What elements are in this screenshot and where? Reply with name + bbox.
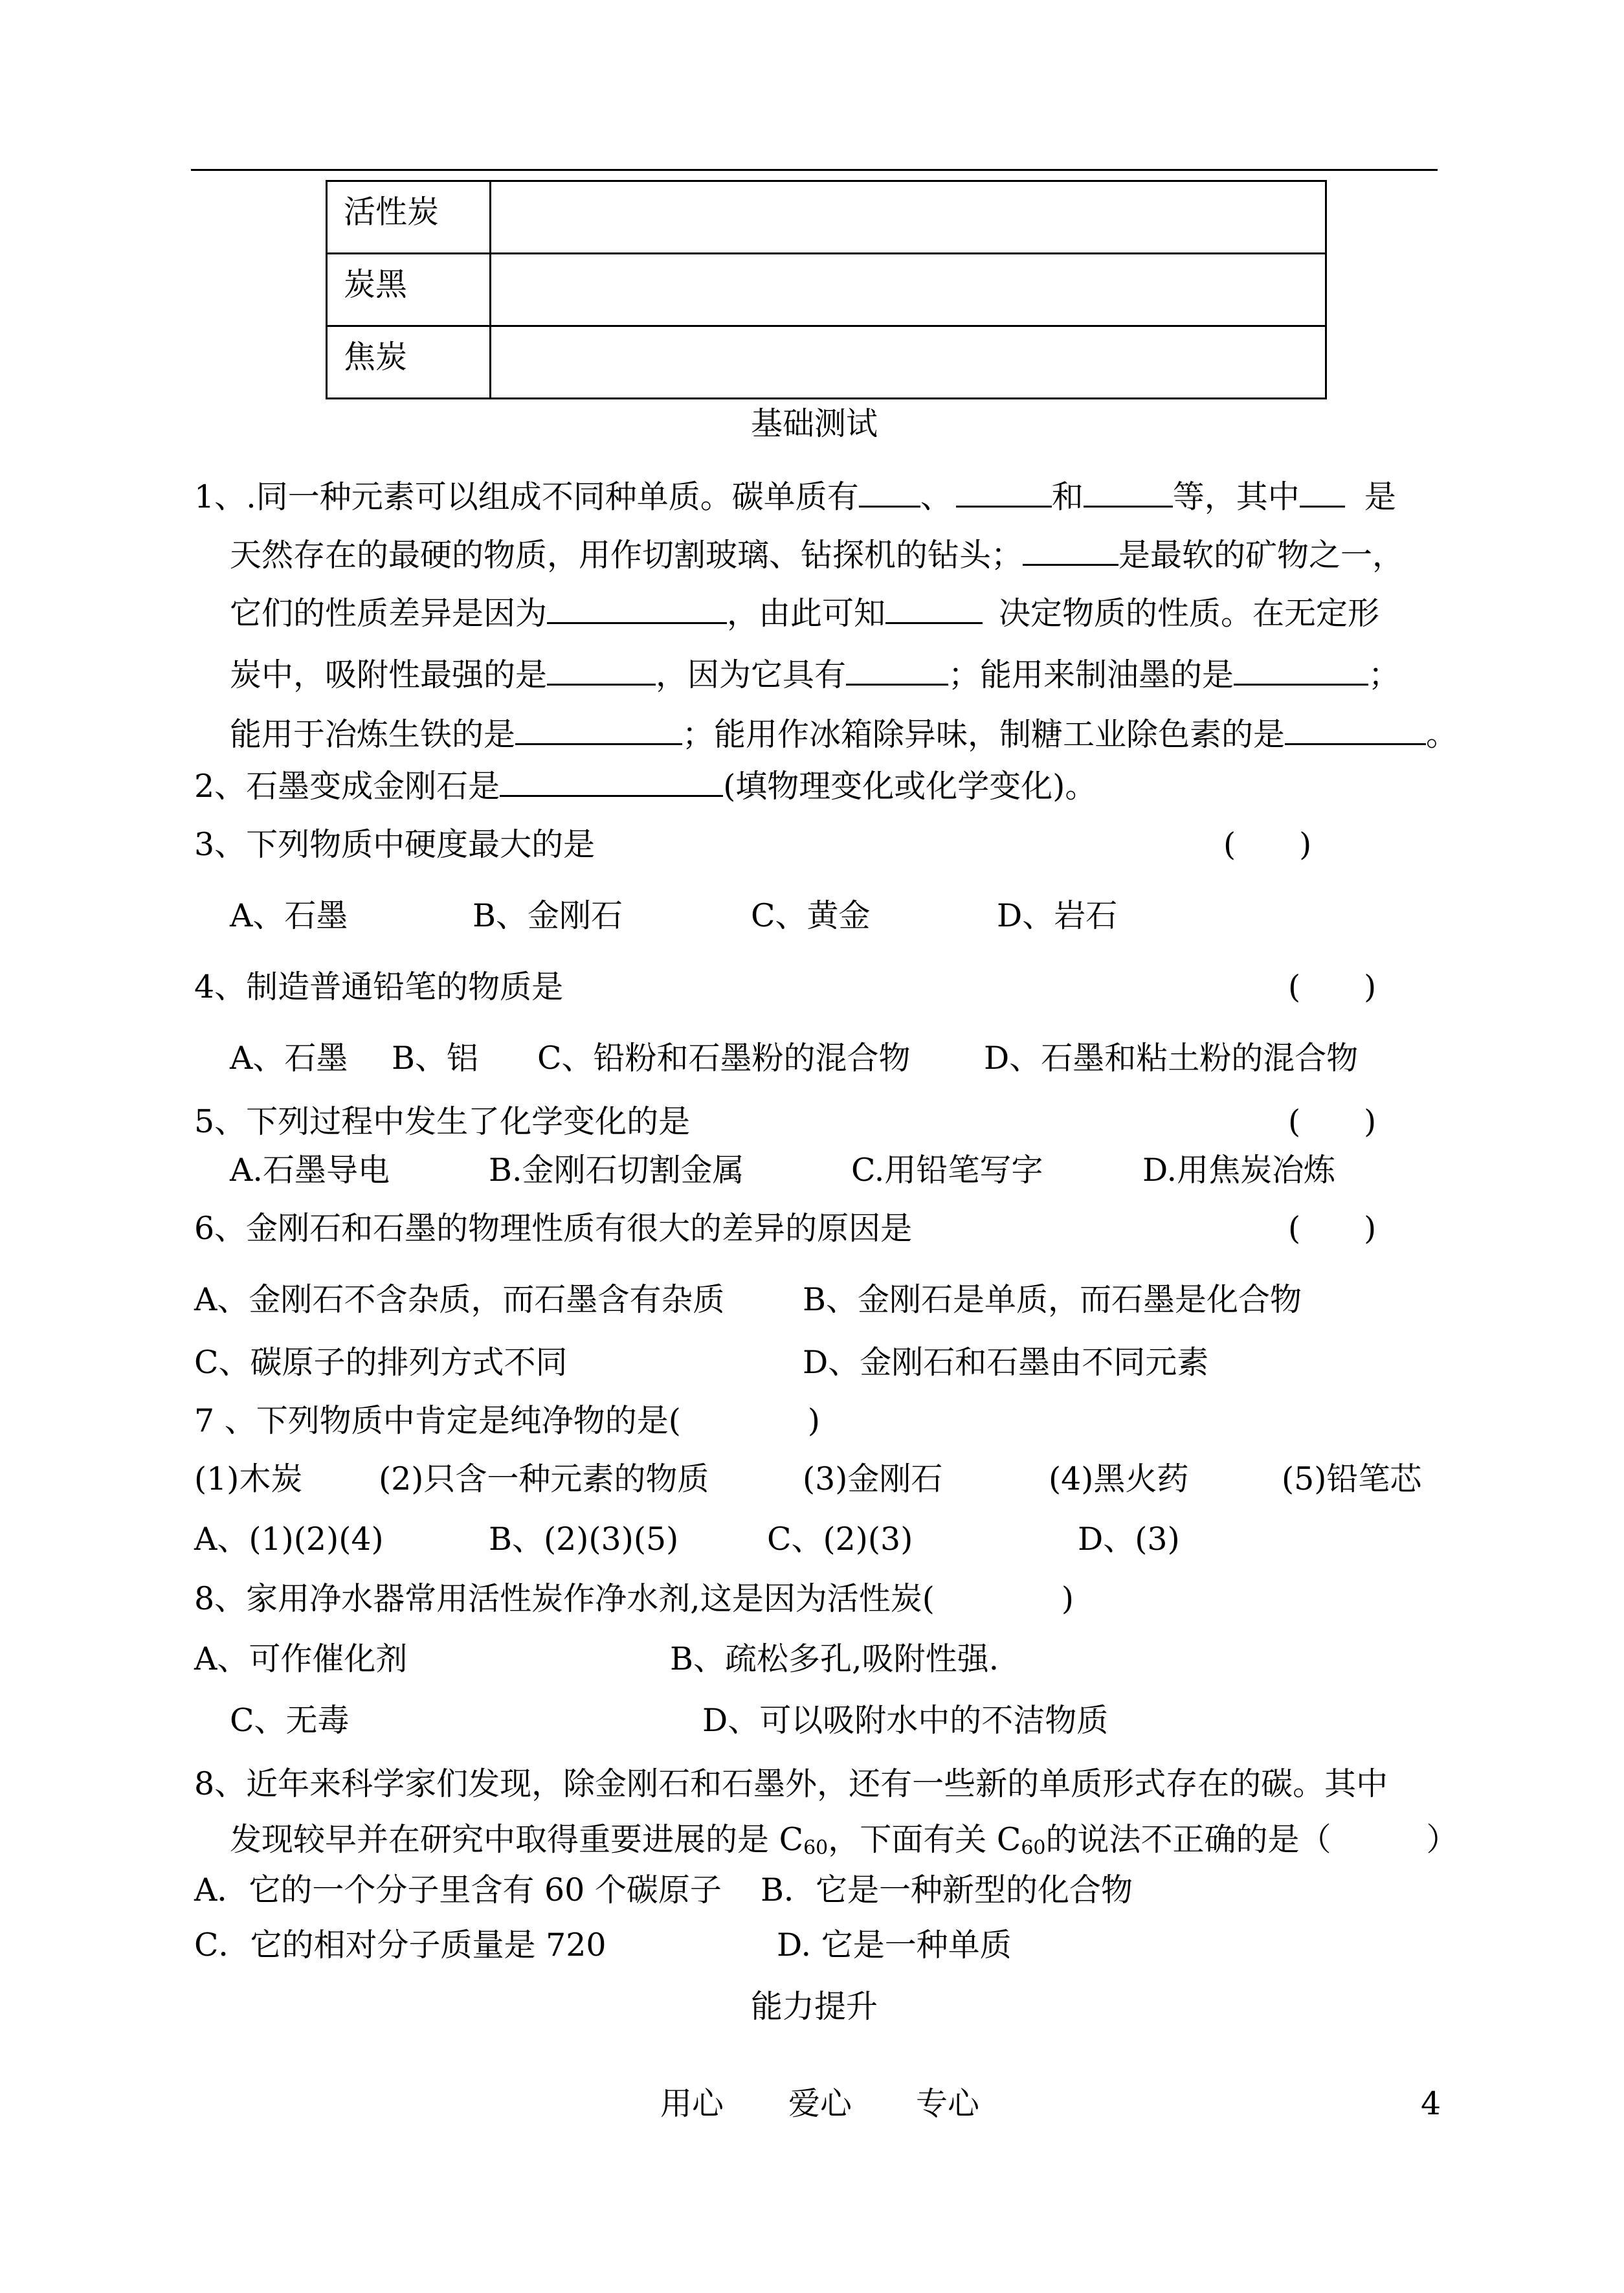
answer-blank[interactable] — [1023, 534, 1118, 566]
answer-blank[interactable] — [1234, 654, 1368, 686]
q9-option-c[interactable]: C．它的相对分子质量是 720 — [194, 1927, 606, 1963]
answer-blank[interactable] — [956, 476, 1052, 508]
q8-stem: 8、家用净水器常用活性炭作净水剂,这是因为活性炭( ) — [194, 1580, 1074, 1617]
q1-text: 1、.同一种元素可以组成不同种单质。碳单质有 — [194, 478, 859, 515]
q7-option-b[interactable]: B、(2)(3)(5) — [489, 1521, 679, 1558]
footer-text: 专心 — [916, 2085, 980, 2122]
q4-option-c[interactable]: C、铅粉和石墨粉的混合物 — [537, 1040, 911, 1077]
q1-text: 炭中，吸附性最强的是 — [230, 656, 548, 693]
q9-option-b[interactable]: B．它是一种新型的化合物 — [761, 1872, 1133, 1908]
q6-answer-paren[interactable]: ( ) — [1288, 1210, 1377, 1247]
q4-stem: 4、制造普通铅笔的物质是 — [194, 968, 564, 1005]
answer-blank[interactable] — [547, 592, 727, 624]
q1-text: 决定物质的性质。在无定形 — [999, 595, 1380, 632]
q8-option-c[interactable]: C、无毒 — [230, 1702, 350, 1739]
q1-text: 是最软的矿物之一， — [1118, 537, 1405, 574]
q1-text: ，由此可知 — [727, 595, 886, 632]
q1-text: ，因为它具有 — [656, 656, 847, 693]
q1-text: 天然存在的最硬的物质，用作切割玻璃、钻探机的钻头； — [230, 537, 1023, 574]
q7-item: (2)只含一种元素的物质 — [379, 1460, 709, 1497]
q7-option-c[interactable]: C、(2)(3) — [767, 1521, 913, 1558]
q7-item: (1)木炭 — [194, 1460, 303, 1497]
q1-text: 是 — [1364, 478, 1396, 515]
q7-option-a[interactable]: A、(1)(2)(4) — [194, 1521, 384, 1558]
q6-option-b[interactable]: B、金刚石是单质，而石墨是化合物 — [803, 1281, 1302, 1318]
q2-text: 2、石墨变成金刚石是 — [194, 768, 500, 805]
q1-text: ；能用作冰箱除异味，制糖工业除色素的是 — [682, 716, 1285, 753]
answer-blank[interactable] — [515, 713, 682, 745]
q3-option-c[interactable]: C、黄金 — [751, 897, 871, 934]
q5-answer-paren[interactable]: ( ) — [1288, 1103, 1377, 1140]
q3-answer-paren[interactable]: ( ) — [1223, 826, 1312, 863]
answer-blank[interactable] — [1084, 476, 1173, 508]
answer-blank[interactable] — [885, 592, 983, 624]
table-cell-name: 炭黑 — [327, 254, 491, 326]
q3-option-d[interactable]: D、岩石 — [997, 897, 1118, 934]
q1-text: ；能用来制油墨的是 — [948, 656, 1234, 693]
answer-blank[interactable] — [547, 654, 656, 686]
table-cell-value — [491, 181, 1326, 254]
q4-option-a[interactable]: A、石墨 — [230, 1040, 348, 1077]
q9-line-2 — [230, 1820, 1458, 1868]
q1-text: 。 — [1426, 716, 1458, 753]
q1-text: ； — [1368, 656, 1401, 693]
q8-option-a[interactable]: A、可作催化剂 — [194, 1640, 408, 1677]
q4-answer-paren[interactable]: ( ) — [1288, 968, 1377, 1005]
q9-option-d[interactable]: D. 它是一种单质 — [777, 1927, 1012, 1963]
q1-text: 等，其中 — [1172, 478, 1300, 515]
q9-option-a[interactable]: A．它的一个分子里含有 60 个碳原子 — [194, 1872, 722, 1908]
table-cell-name: 活性炭 — [327, 181, 491, 254]
table-row — [327, 181, 1326, 254]
q1-text: 能用于冶炼生铁的是 — [230, 716, 516, 753]
q5-option-d[interactable]: D.用焦炭冶炼 — [1142, 1152, 1336, 1189]
q1-text: 它们的性质差异是因为 — [230, 595, 548, 632]
q9-text: 的说法不正确的是（ ） — [1045, 1821, 1458, 1858]
q4-option-b[interactable]: B、铝 — [392, 1040, 479, 1077]
answer-blank[interactable] — [1300, 476, 1345, 508]
q1-line-3 — [230, 592, 1379, 633]
table-cell-value — [491, 254, 1326, 326]
q9-text: ，下面有关 C — [828, 1821, 1021, 1858]
q5-option-a[interactable]: A.石墨导电 — [230, 1152, 390, 1189]
subscript: 60 — [803, 1837, 829, 1859]
table-row — [327, 326, 1326, 399]
q3-option-b[interactable]: B、金刚石 — [473, 897, 623, 934]
page-number: 4 — [1421, 2085, 1441, 2122]
q7-option-d[interactable]: D、(3) — [1078, 1521, 1180, 1558]
q3-stem: 3、下列物质中硬度最大的是 — [194, 826, 595, 863]
q2-text: (填物理变化或化学变化)。 — [723, 768, 1097, 805]
q1-line-2 — [230, 534, 1404, 575]
answer-blank[interactable] — [846, 654, 948, 686]
footer-text: 爱心 — [788, 2085, 852, 2122]
q7-item: (4)黑火药 — [1049, 1460, 1189, 1497]
q1-text: 和 — [1051, 478, 1084, 515]
q7-item: (5)铅笔芯 — [1282, 1460, 1422, 1497]
q5-option-b[interactable]: B.金刚石切割金属 — [489, 1152, 744, 1189]
q2-line — [194, 765, 1096, 806]
q9-text: 发现较早并在研究中取得重要进展的是 C — [230, 1821, 804, 1858]
q3-option-a[interactable]: A、石墨 — [230, 897, 348, 934]
table-cell-value — [491, 326, 1326, 399]
q1-line-5 — [230, 713, 1458, 754]
q1-text: 、 — [920, 478, 952, 515]
header-rule — [191, 169, 1438, 171]
q9-line-1: 8、近年来科学家们发现，除金刚石和石墨外，还有一些新的单质形式存在的碳。其中 — [194, 1765, 1388, 1802]
q7-item: (3)金刚石 — [803, 1460, 943, 1497]
subscript: 60 — [1021, 1837, 1046, 1859]
q5-stem: 5、下列过程中发生了化学变化的是 — [194, 1103, 691, 1140]
section-title-basic: 基础测试 — [751, 405, 878, 442]
table-row — [327, 254, 1326, 326]
section-title-ability: 能力提升 — [751, 1988, 878, 2025]
carbon-properties-table — [326, 180, 1327, 399]
answer-blank[interactable] — [1285, 713, 1426, 745]
q1-line-1 — [194, 476, 1396, 517]
footer-text: 用心 — [660, 2085, 724, 2122]
q6-stem: 6、金刚石和石墨的物理性质有很大的差异的原因是 — [194, 1210, 913, 1247]
q7-stem: 7 、下列物质中肯定是纯净物的是( ) — [194, 1402, 820, 1439]
q6-option-a[interactable]: A、金刚石不含杂质，而石墨含有杂质 — [194, 1281, 725, 1318]
answer-blank[interactable] — [859, 476, 920, 508]
q8-option-d[interactable]: D、可以吸附水中的不洁物质 — [702, 1702, 1109, 1739]
q6-option-c[interactable]: C、碳原子的排列方式不同 — [194, 1344, 568, 1381]
q4-option-d[interactable]: D、石墨和粘土粉的混合物 — [984, 1040, 1359, 1077]
q5-option-c[interactable]: C.用铅笔写字 — [851, 1152, 1043, 1189]
q1-line-4 — [230, 654, 1400, 695]
table-cell-name: 焦炭 — [327, 326, 491, 399]
q6-option-d[interactable]: D、金刚石和石墨由不同元素 — [803, 1344, 1209, 1381]
q8-option-b[interactable]: B、疏松多孔,吸附性强. — [670, 1640, 999, 1677]
answer-blank[interactable] — [500, 765, 723, 797]
